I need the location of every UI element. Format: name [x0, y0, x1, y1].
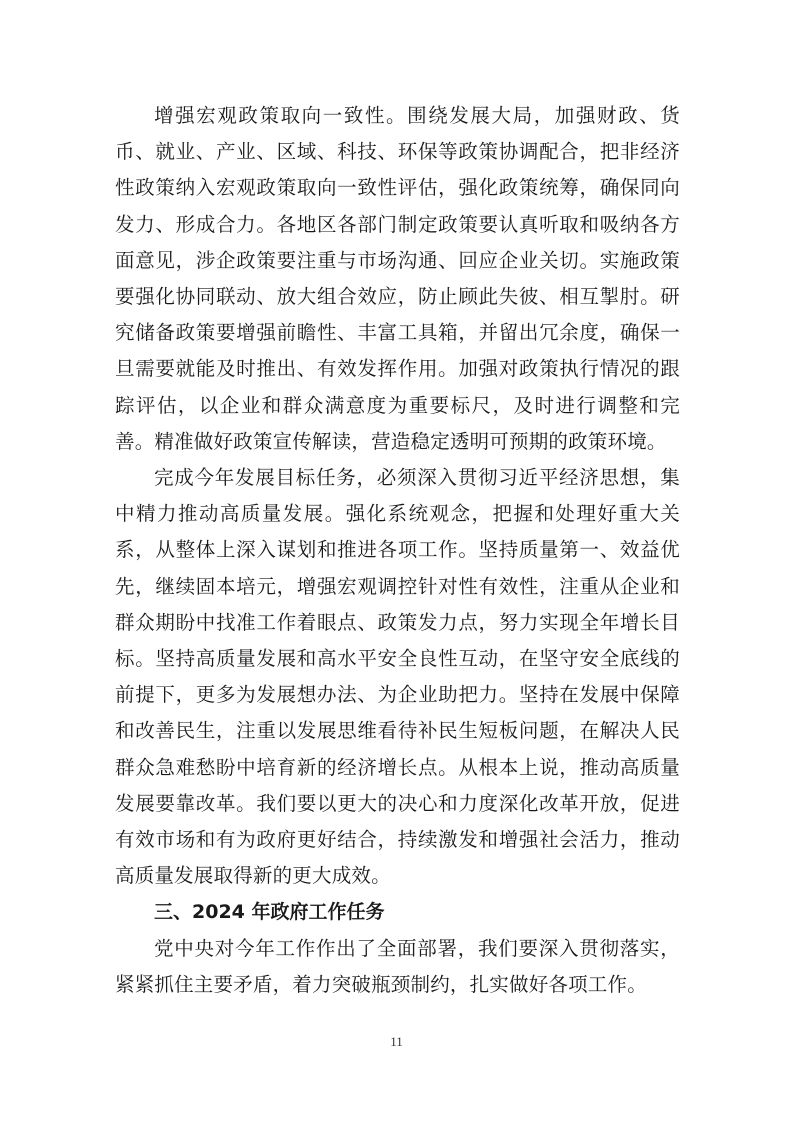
paragraph-closing: 党中央对今年工作作出了全面部署，我们要深入贯彻落实，紧紧抓住主要矛盾，着力突破瓶颈制约，扎实做好各项工作。: [115, 936, 680, 996]
paragraph-development-goals: 完成今年发展目标任务，必须深入贯彻习近平经济思想，集中精力推动高质量发展。强化系统观念，把握和处理好重大关系，从整体上深入谋划和推进各项工作。坚持质量第一、效益优先，继续固本培元，增强宏观调控针对性有效性，注重从企业和群众期盼中找准工作着眼点、政策发力点，努力实现全年增长目标。坚持高质量发展和高水平安全良性互动，在坚守安全底线的前提下，更多为发展想办法、为企业助把力。坚持在发展中保障和改善民生，注重以发展思维看待补民生短板问题，在解决人民群众急难愁盼中培育新的经济增长点。从根本上说，推动高质量发展要靠改革。我们要以更大的决心和力度深化改革开放，促进有效市场和有为政府更好结合，持续激发和增强社会活力，推动高质量发展取得新的更大成效。: [115, 466, 680, 888]
paragraph-policy-consistency: 增强宏观政策取向一致性。围绕发展大局，加强财政、货币、就业、产业、区域、科技、环保等政策协调配合，把非经济性政策纳入宏观政策取向一致性评估，强化政策统筹，确保同向发力、形成合力。各地区各部门制定政策要认真听取和吸纳各方面意见，涉企政策要注重与市场沟通、回应企业关切。实施政策要强化协同联动、放大组合效应，防止顾此失彼、相互掣肘。研究储备政策要增强前瞻性、丰富工具箱，并留出冗余度，确保一旦需要就能及时推出、有效发挥作用。加强对政策执行情况的跟踪评估，以企业和群众满意度为重要标尺，及时进行调整和完善。精准做好政策宣传解读，营造稳定透明可预期的政策环境。: [115, 104, 680, 453]
page-body: [115, 98, 680, 1003]
page-number: 11: [390, 1034, 403, 1049]
section-heading: 三、2024 年政府工作任务: [154, 901, 385, 924]
